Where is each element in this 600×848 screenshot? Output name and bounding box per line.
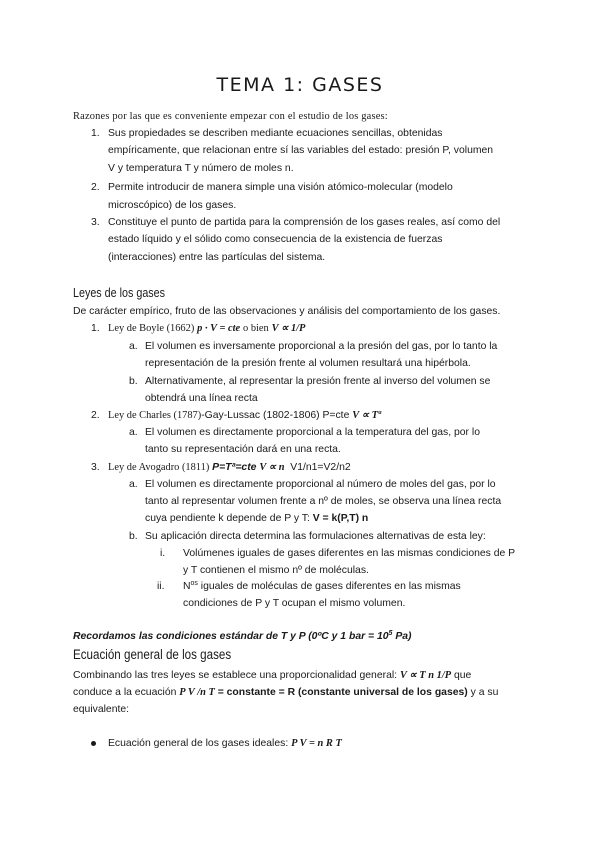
standard-conditions-sup: 5 bbox=[388, 630, 393, 637]
general-equation: P V /n T bbox=[179, 687, 215, 698]
avogadro-conditions: P=Tª=cte bbox=[212, 462, 257, 473]
charles-name-2: -Gay-Lussac (1802-1806) P=cte bbox=[201, 410, 350, 421]
reason-1-line-2: empíricamente, que relacionan entre sí las variables del estado: presión P, volumen bbox=[108, 145, 494, 156]
boyle-equation-2: V ∝ 1/P bbox=[271, 323, 306, 334]
general-line-1-end: que bbox=[453, 670, 472, 681]
avogadro-name: Ley de Avogadro (1811) bbox=[108, 462, 210, 473]
ideal-gas-equation: P V = n R T bbox=[291, 738, 342, 749]
avogadro-ii-label: ii. bbox=[157, 581, 165, 592]
avogadro-a-label: a. bbox=[129, 479, 138, 490]
avogadro-ii-line-2: condiciones de P y T ocupan el mismo volumen. bbox=[183, 598, 406, 609]
intro-text: Razones por las que es conveniente empezar con el estudio de los gases: bbox=[73, 111, 388, 122]
charles-a-line-2: tanto su representación dará en una recta. bbox=[145, 444, 341, 455]
avogadro-ii-line-1 bbox=[183, 580, 461, 594]
avogadro-equation: V ∝ n bbox=[259, 462, 285, 473]
general-line-2-start: conduce a la ecuación bbox=[73, 687, 177, 698]
avogadro-i-line-2: y T contienen el mismo nº de moléculas. bbox=[183, 565, 369, 576]
general-line-2 bbox=[73, 686, 498, 700]
charles-law-line bbox=[108, 409, 381, 423]
general-heading: Ecuación general de los gases bbox=[73, 647, 232, 662]
avogadro-equation-2: V1/n1=V2/n2 bbox=[290, 462, 351, 473]
laws-intro: De carácter empírico, fruto de las observaciones y análisis del comportamiento de los gases. bbox=[73, 306, 501, 317]
avogadro-a-line-2: tanto al representar volumen frente a nº de moles, se observa una línea recta bbox=[145, 496, 502, 507]
charles-a-line-1: El volumen es directamente proporcional a la temperatura del gas, por lo bbox=[145, 427, 480, 438]
charles-name: Ley de Charles (1787) bbox=[108, 410, 202, 421]
avogadro-i-label: i. bbox=[160, 548, 166, 559]
standard-conditions-text: Recordamos las condiciones estándar de T y P (0ºC y 1 bar = 10 bbox=[73, 631, 389, 642]
ideal-gas-text: Ecuación general de los gases ideales: bbox=[108, 738, 289, 749]
boyle-equation: p · V = cte bbox=[197, 323, 241, 334]
general-proportionality: V ∝ T n 1/P bbox=[399, 670, 452, 681]
general-line-2-bold: = constante = R (constante universal de los gases) bbox=[217, 687, 468, 698]
boyle-a-label: a. bbox=[129, 341, 138, 352]
reason-3-number: 3. bbox=[91, 217, 100, 228]
avogadro-ii-sup: os bbox=[190, 580, 198, 587]
reason-2-number: 2. bbox=[91, 182, 100, 193]
boyle-b-line-1: Alternativamente, al representar la presión frente al inverso del volumen se bbox=[145, 376, 491, 387]
boyle-b-line-2: obtendrá una línea recta bbox=[145, 393, 258, 404]
standard-conditions-tail: Pa) bbox=[392, 631, 412, 642]
standard-conditions bbox=[73, 630, 412, 644]
bullet-icon bbox=[91, 741, 96, 746]
avogadro-a-formula: V = k(P,T) n bbox=[312, 513, 369, 524]
reason-3-line-2: estado líquido y el sólido como consecuencia de la existencia de fuerzas bbox=[108, 234, 443, 245]
reason-1-number: 1. bbox=[91, 128, 100, 139]
avogadro-ii-prefix: N bbox=[183, 581, 191, 592]
avogadro-a-line-3 bbox=[145, 512, 368, 526]
general-line-2-end: y a su bbox=[470, 687, 499, 698]
reason-2-line-2: microscópico) de los gases. bbox=[108, 200, 237, 211]
boyle-connector: o bien bbox=[243, 323, 269, 334]
avogadro-a-line-1: El volumen es directamente proporcional al número de moles del gas, por lo bbox=[145, 479, 496, 490]
general-line-1-start: Combinando las tres leyes se establece una proporcionalidad general: bbox=[73, 670, 398, 681]
general-line-3: equivalente: bbox=[73, 704, 130, 715]
charles-a-label: a. bbox=[129, 427, 138, 438]
reason-3-line-1: Constituye el punto de partida para la comprensión de los gases reales, así como del bbox=[108, 217, 501, 228]
avogadro-ii-rest: iguales de moléculas de gases diferentes en las mismas bbox=[197, 581, 461, 592]
avogadro-i-line-1: Volúmenes iguales de gases diferentes en las mismas condiciones de P bbox=[183, 548, 516, 559]
laws-heading: Leyes de los gases bbox=[73, 286, 166, 300]
law-3-number: 3. bbox=[91, 462, 100, 473]
charles-equation: V ∝ Tª bbox=[352, 410, 381, 421]
law-1-number: 1. bbox=[91, 323, 100, 334]
boyle-a-line-2: representación de la presión frente al volumen resultará una hipérbola. bbox=[145, 358, 471, 369]
boyle-b-label: b. bbox=[129, 376, 138, 387]
reason-3-line-3: (interacciones) entre las partículas del sistema. bbox=[108, 252, 326, 263]
avogadro-law-line bbox=[108, 461, 351, 475]
reason-1-line-1: Sus propiedades se describen mediante ecuaciones sencillas, obtenidas bbox=[108, 128, 443, 139]
boyle-a-line-1: El volumen es inversamente proporcional a la presión del gas, por lo tanto la bbox=[145, 341, 498, 352]
boyle-law-line bbox=[108, 322, 305, 336]
avogadro-b-line: Su aplicación directa determina las formulaciones alternativas de esta ley: bbox=[145, 531, 486, 542]
boyle-name: Ley de Boyle (1662) bbox=[108, 323, 195, 334]
page-title: TEMA 1: GASES bbox=[216, 74, 384, 96]
reason-2-line-1: Permite introducir de manera simple una visión atómico-molecular (modelo bbox=[108, 182, 453, 193]
general-line-1 bbox=[73, 669, 471, 683]
ideal-gas-line bbox=[108, 737, 342, 751]
law-2-number: 2. bbox=[91, 410, 100, 421]
avogadro-a-line-3-text: cuya pendiente k depende de P y T: bbox=[145, 513, 310, 524]
reason-1-line-3: V y temperatura T y número de moles n. bbox=[108, 163, 294, 174]
avogadro-b-label: b. bbox=[129, 531, 138, 542]
